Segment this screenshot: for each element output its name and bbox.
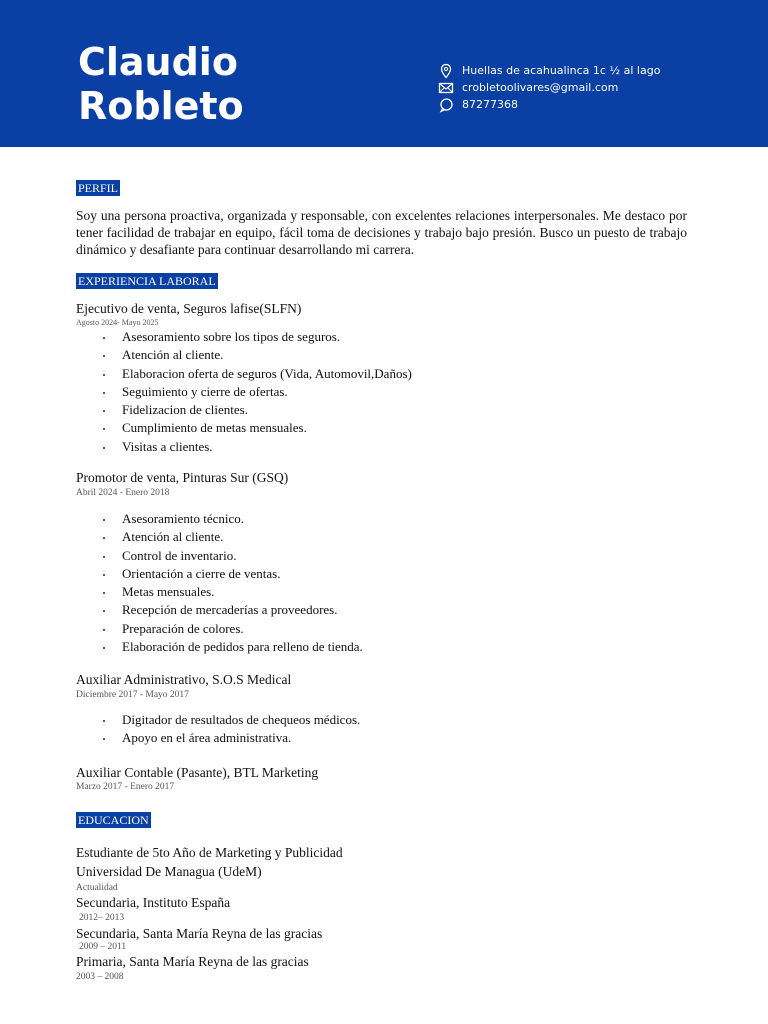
section-title-profile: PERFIL: [78, 181, 119, 195]
profile-text: Soy una persona proactiva, organizada y responsable, con excelentes relaciones interpersonales. Me destaco por tener facilidad de trabajar en equipo, fácil toma de decisiones y trabajo bajo presión. Busco un puesto de trabajo dinámico y desafiante para continuar desarrollando mi carrera.: [76, 208, 687, 257]
list-item: Elaboración de pedidos para relleno de tienda.: [100, 638, 363, 656]
list-item: Recepción de mercaderías a proveedores.: [100, 601, 363, 619]
education-entry: Secundaria, Santa María Reyna de las gracias: [76, 926, 323, 941]
job-task-list: [100, 711, 360, 748]
list-item: Atención al cliente.: [100, 528, 363, 546]
education-date: 2012– 2013: [79, 913, 125, 923]
contact-phone: [438, 96, 758, 113]
job-task-list: [100, 510, 363, 656]
list-item: Preparación de colores.: [100, 620, 363, 638]
job-dates: Agosto 2024- Mayo 2025: [76, 318, 159, 327]
job-title: Ejecutivo de venta, Seguros lafise(SLFN): [76, 301, 302, 316]
email-link[interactable]: crobletoolivares@gmail.com: [462, 81, 619, 94]
first-name: Claudio: [78, 40, 238, 84]
list-item: Asesoramiento técnico.: [100, 510, 363, 528]
job-dates: Diciembre 2017 - Mayo 2017: [76, 690, 189, 700]
address-text: Huellas de acahualinca 1c ½ al lago: [462, 64, 661, 77]
section-title-experience: EXPERIENCIA LABORAL: [78, 274, 216, 288]
list-item: Apoyo en el área administrativa.: [100, 729, 360, 747]
phone-text: 87277368: [462, 98, 518, 111]
full-name: [78, 40, 244, 128]
list-item: Seguimiento y cierre de ofertas.: [100, 383, 412, 401]
last-name: Robleto: [78, 84, 244, 128]
education-date: 2003 – 2008: [76, 972, 124, 982]
contact-block: [438, 62, 758, 113]
list-item: Cumplimiento de metas mensuales.: [100, 419, 412, 437]
list-item: Atención al cliente.: [100, 346, 412, 364]
job-title: Promotor de venta, Pinturas Sur (GSQ): [76, 470, 289, 485]
education-degree: Estudiante de 5to Año de Marketing y Publicidad: [76, 845, 343, 860]
education-date: 2009 – 2011: [79, 942, 127, 952]
chat-bubble-icon: [438, 97, 454, 113]
education-date: Actualidad: [76, 883, 118, 893]
contact-address: [438, 62, 758, 79]
list-item: Asesoramiento sobre los tipos de seguros.: [100, 328, 412, 346]
envelope-icon: [438, 80, 454, 96]
list-item: Control de inventario.: [100, 547, 363, 565]
job-title: Auxiliar Contable (Pasante), BTL Marketing: [76, 765, 319, 780]
list-item: Visitas a clientes.: [100, 438, 412, 456]
job-dates: Marzo 2017 - Enero 2017: [76, 782, 175, 792]
list-item: Elaboracion oferta de seguros (Vida, Automovil,Daños): [100, 365, 412, 383]
contact-email: [438, 79, 758, 96]
education-institution: Universidad De Managua (UdeM): [76, 864, 262, 879]
section-title-education: EDUCACION: [78, 813, 149, 827]
location-pin-icon: [438, 63, 454, 79]
education-entry: Primaria, Santa María Reyna de las gracias: [76, 954, 309, 969]
list-item: Metas mensuales.: [100, 583, 363, 601]
list-item: Digitador de resultados de chequeos médicos.: [100, 711, 360, 729]
job-title: Auxiliar Administrativo, S.O.S Medical: [76, 672, 292, 687]
list-item: Fidelizacion de clientes.: [100, 401, 412, 419]
job-dates: Abril 2024 - Enero 2018: [76, 488, 170, 498]
job-task-list: [100, 328, 412, 456]
header-banner: [0, 0, 768, 147]
education-entry: Secundaria, Instituto España: [76, 895, 231, 910]
list-item: Orientación a cierre de ventas.: [100, 565, 363, 583]
